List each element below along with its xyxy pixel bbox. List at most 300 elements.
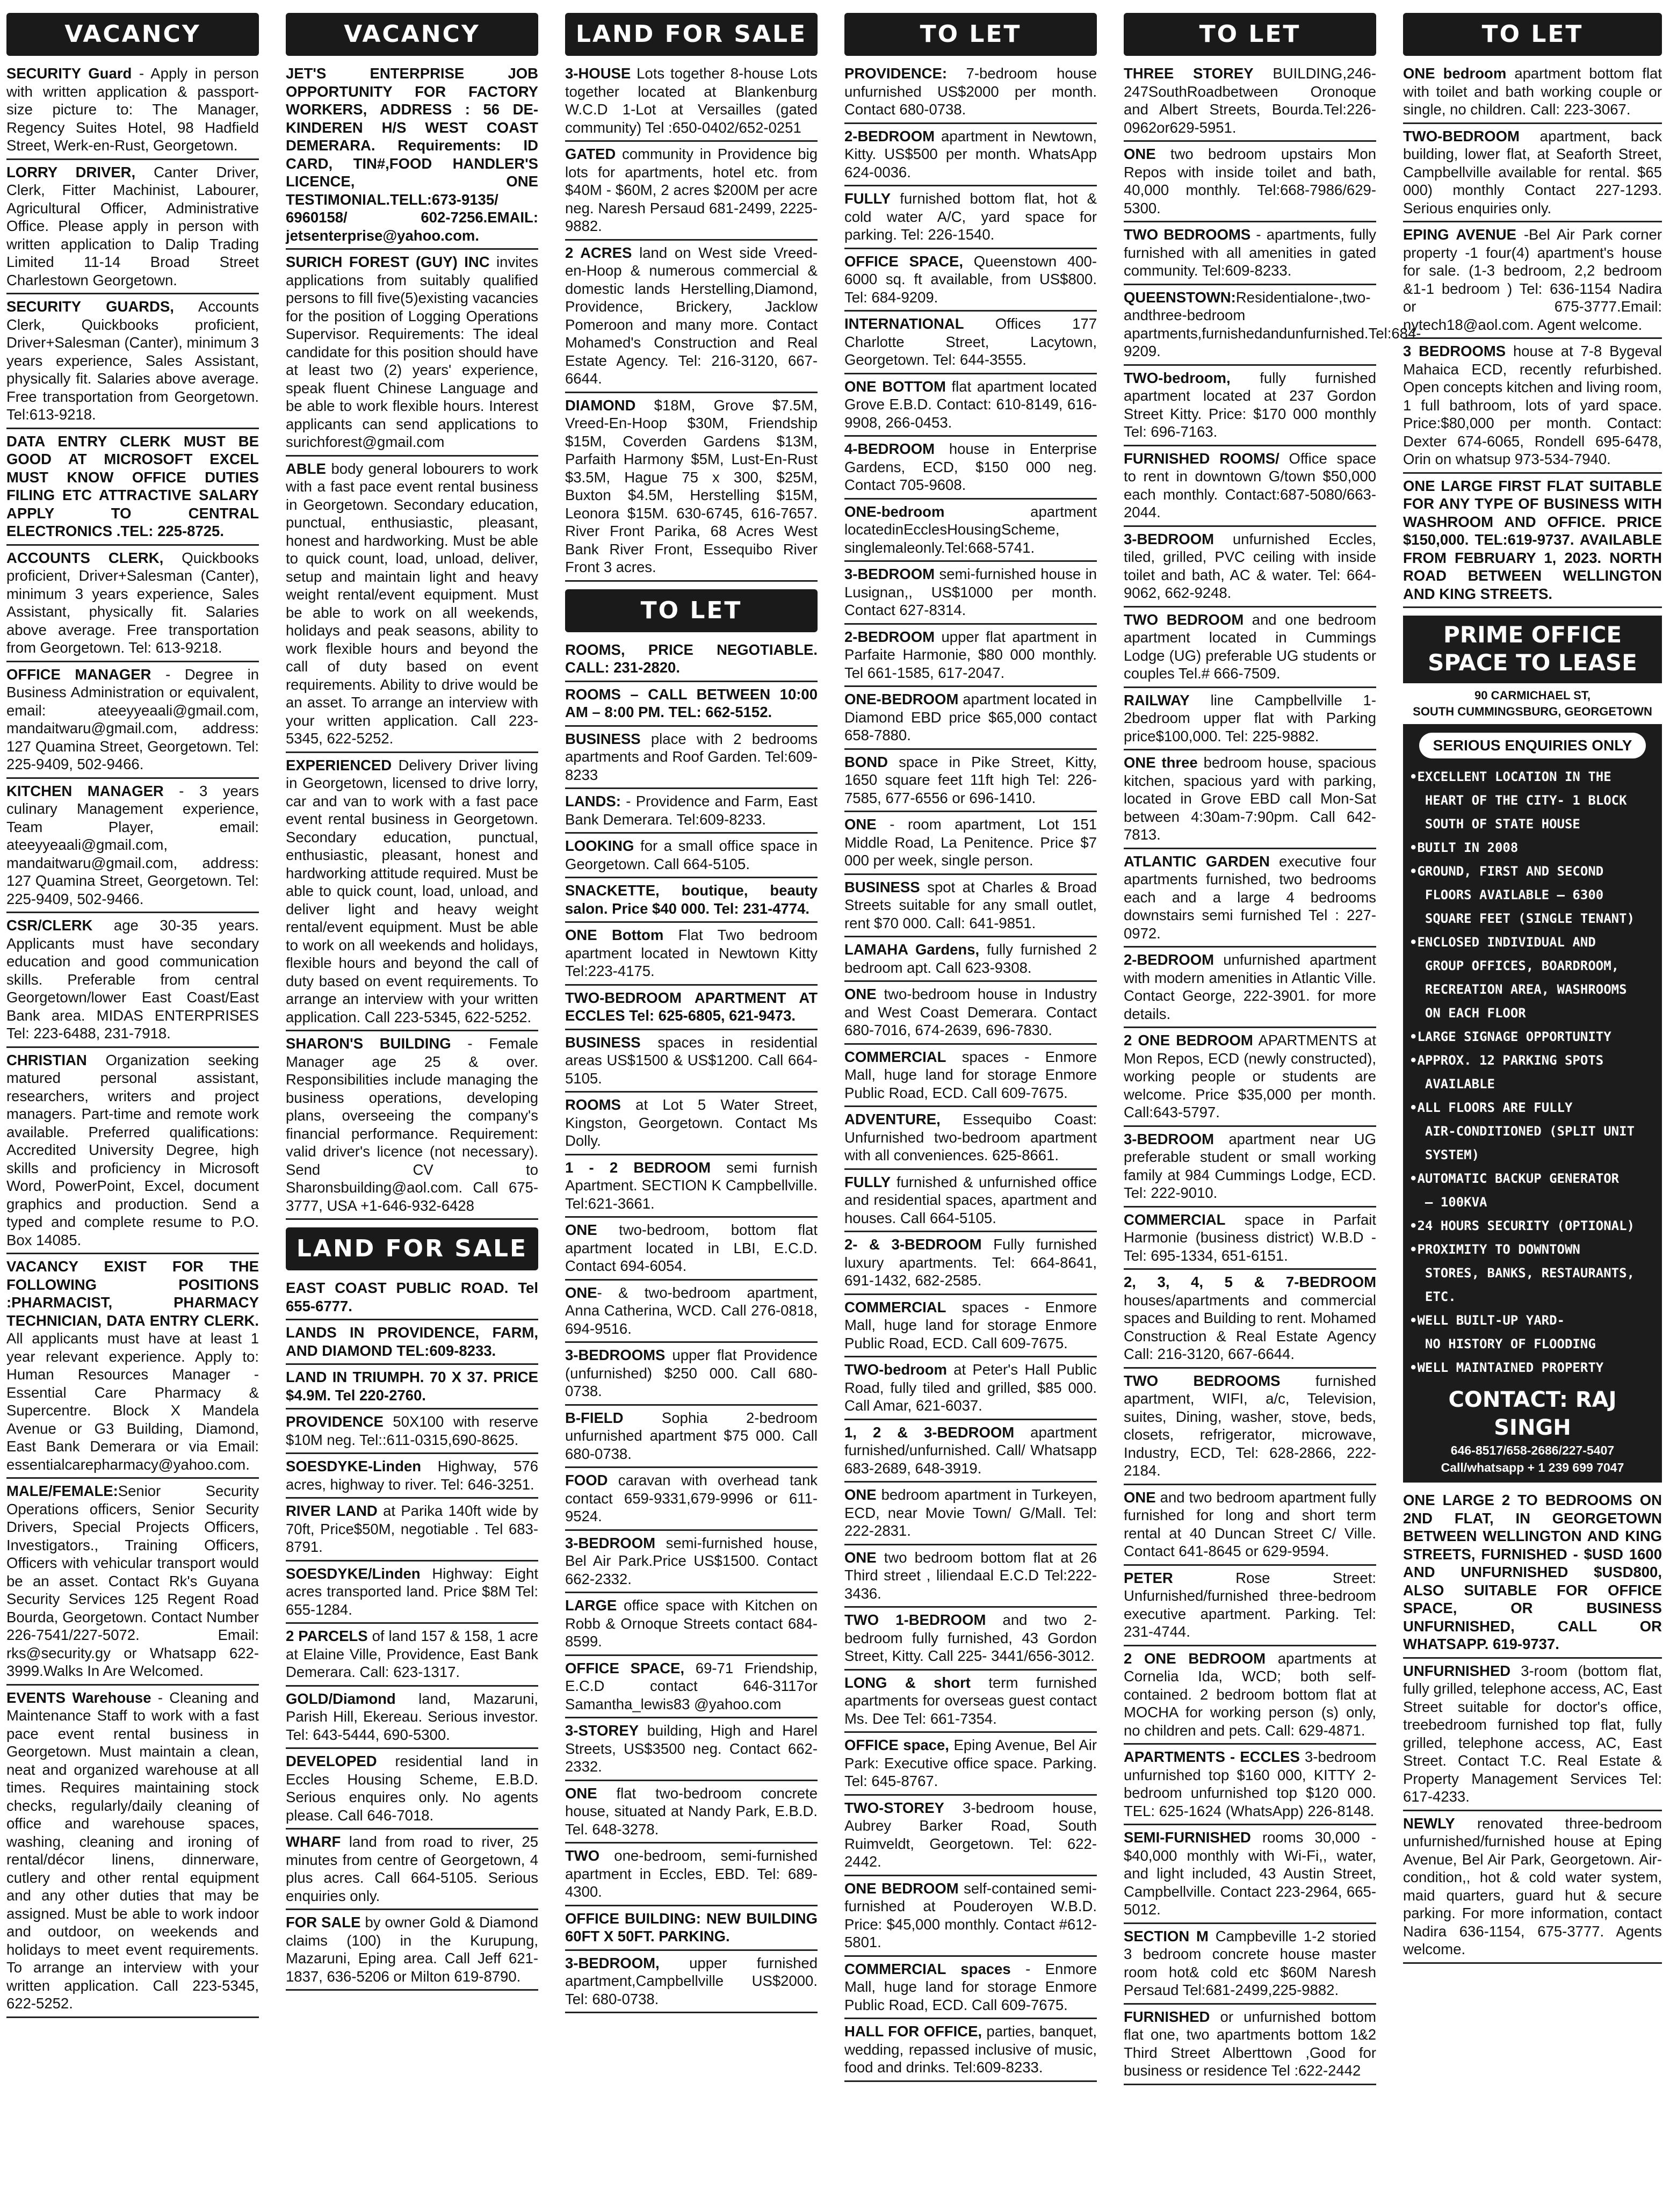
ad-lead: PROVIDENCE:: [844, 65, 947, 82]
classified-ad: [286, 1276, 538, 1320]
ad-list: [6, 61, 259, 2018]
ad-body: - Apply in person with written application & passport-size picture to: The Manager, Regency Suites Hotel, 98 Hadfield Street, Werk-en-Rust, Georgetown.: [6, 65, 259, 154]
ad-lead: FURNISHED ROOMS/: [1124, 450, 1279, 467]
ad-lead: ONE: [844, 1486, 877, 1503]
feature-item: HEART OF THE CITY- 1 BLOCK: [1409, 793, 1627, 808]
column-to-let-2: [1124, 13, 1421, 2085]
ad-list: [1403, 1488, 1662, 1964]
ad-lead: ONE BOTTOM: [844, 378, 946, 395]
ad-lead: TWO BEDROOMS: [1124, 226, 1251, 243]
ad-body: office space with Kitchen on Robb & Ornoque Streets contact 684-8599.: [565, 1597, 818, 1650]
ad-lead: LARGE: [565, 1597, 617, 1614]
classified-ad: [844, 374, 1097, 437]
feature-item: •WELL MAINTAINED PROPERTY: [1409, 1360, 1604, 1375]
classified-ad: [286, 1749, 538, 1830]
prime-office-ad-box: [1403, 616, 1662, 1483]
ad-lead: 2 ACRES: [565, 244, 632, 261]
ad-body: and two 2-bedroom fully furnished, 43 Gordon Street, Kitty. Call 225- 3441/656-3012.: [844, 1611, 1097, 1664]
ad-lead: OFFICE BUILDING: NEW BUILDING 60FT X 50FT. PARKING.: [565, 1910, 818, 1944]
ad-body: apartment in Newtown, Kitty. US$500 per month. WhatsApp 624-0036.: [844, 127, 1097, 180]
classified-ad: [565, 1468, 818, 1531]
classified-ad: [1124, 688, 1376, 751]
classified-ad: [844, 61, 1097, 124]
ad-body: place with 2 bedrooms apartments and Roof Garden. Tel:609-8233: [565, 730, 818, 783]
ad-lead: 3-BEDROOM: [844, 566, 935, 582]
ad-lead: ONE: [1124, 1488, 1156, 1506]
ad-list: [286, 1276, 538, 1991]
classified-ad: [1124, 527, 1376, 608]
feature-item: •PROXIMITY TO DOWNTOWN: [1409, 1242, 1580, 1257]
ad-body: at Peter's Hall Public Road, fully tiled and grilled, $85 000. Call Amar, 621-6037.: [844, 1361, 1097, 1414]
ad-body: for a small office space in Georgetown. Call 664-5105.: [565, 837, 818, 872]
classified-ad: [844, 2019, 1097, 2082]
feature-item: •GROUND, FIRST AND SECOND: [1409, 864, 1604, 879]
section-header: TO LET: [1403, 13, 1662, 56]
classified-ad: [286, 753, 538, 1032]
ad-body: line Campbellville 1-2bedroom upper flat with Parking price$100,000. Tel: 225-9882.: [1124, 691, 1376, 744]
classified-ad: [1124, 1485, 1376, 1566]
ad-lead: ONE: [844, 986, 877, 1002]
classified-ad: [844, 1876, 1097, 1957]
ad-body: Delivery Driver living in Georgetown, licensed to drive lorry, car and van to work with a fast pace event rental business in Georgetown. Secondary education, punctual, enthusiastic, pleasant, honest and hardworking attitude required. Must be able to quick count, load, unload, and deliver light and heavy weight rental/event equipment. Must be able to work on all weekends and holidays, flexible hours and beyond the call of duty based on event requirements. To arrange an interview with your written application. Call 223-5345, 622-5252.: [286, 756, 538, 1025]
classified-ad: [565, 1781, 818, 1844]
ad-lead: 2-BEDROOM: [844, 127, 935, 144]
ad-lead: SEMI-FURNISHED: [1124, 1829, 1251, 1846]
classified-ad: [844, 562, 1097, 625]
box-title: PRIME OFFICE SPACE TO LEASE: [1428, 621, 1637, 676]
feature-item: •BUILT IN 2008: [1409, 840, 1519, 855]
ad-lead: 2 ONE BEDROOM: [1124, 1650, 1266, 1667]
ad-list: [1124, 61, 1421, 2085]
ad-lead: HALL FOR OFFICE,: [844, 2023, 982, 2040]
classified-ad: [565, 986, 818, 1030]
classified-ad: [1403, 1488, 1662, 1659]
feature-item: •EXCELLENT LOCATION IN THE: [1409, 769, 1611, 784]
ad-lead: DATA ENTRY CLERK MUST BE GOOD AT MICROSOFT EXCEL MUST KNOW OFFICE DUTIES FILING ETC ATTRACTIVE SALARY APPLY TO CENTRAL ELECTRONICS .TEL: 225-8725.: [6, 432, 259, 539]
ad-lead: 2-BEDROOM: [844, 628, 935, 645]
ad-lead: CSR/CLERK: [6, 917, 93, 934]
ad-body: land, Mazaruni, Parish Hill, Ekereau. Serious investor. Tel: 643-5444, 690-5300.: [286, 1690, 538, 1743]
classified-ad: [286, 1454, 538, 1499]
column-to-let-3: [1403, 13, 1662, 1964]
section-header: TO LET: [844, 13, 1097, 56]
feature-item: •APPROX. 12 PARKING SPOTS: [1409, 1053, 1604, 1068]
feature-item: •WELL BUILT-UP YARD-: [1409, 1313, 1565, 1328]
ad-body: two-bedroom house in Industry and West Coast Demerara. Contact 680-7016, 674-2639, 696-7830.: [844, 986, 1097, 1038]
ad-lead: APARTMENTS - ECCLES: [1124, 1748, 1300, 1765]
ad-lead: KITCHEN MANAGER: [6, 782, 164, 799]
classified-ad: [1124, 1646, 1376, 1745]
feature-item: AIR-CONDITIONED (SPLIT UNIT: [1409, 1124, 1635, 1139]
classified-ad: [844, 750, 1097, 813]
ad-body: two bedroom bottom flat at 26 Third street , liliendaal E.C.D Tel:222-3436.: [844, 1549, 1097, 1602]
classified-ad: [565, 1030, 818, 1093]
ad-body: or unfurnished bottom flat one, two apartments bottom 1&2 Third Street Alberttown ,Good for business or residence Tel :622-2442: [1124, 2008, 1376, 2079]
ad-body: Highway, 576 acres, highway to river. Tel: 646-3251.: [286, 1458, 538, 1493]
ad-lead: COMMERCIAL spaces: [844, 1960, 1011, 1977]
classified-ad: [1124, 142, 1376, 222]
ad-body: and two bedroom apartment fully furnished for long and short term rental at 40 Duncan Street C/ Ville. Contact 641-8645 or 629-9594.: [1124, 1488, 1376, 1559]
feature-item: NO HISTORY OF FLOODING: [1409, 1336, 1596, 1351]
ad-lead: ROOMS: [565, 1096, 621, 1113]
ad-lead: COMMERCIAL: [844, 1048, 946, 1065]
classified-ad: [1124, 222, 1376, 285]
ad-body: flat two-bedroom concrete house, situated at Nandy Park, E.B.D. Tel. 648-3278.: [565, 1784, 818, 1838]
ad-lead: 3-STOREY: [565, 1722, 639, 1739]
ad-body: Queenstown 400-6000 sq. ft available, from US$800. Tel: 684-9209.: [844, 252, 1097, 306]
ad-lead: RAILWAY: [1124, 691, 1190, 709]
ad-body: $18M, Grove $7.5M, Vreed-En-Hoop $30M, Friendship $15M, Coverden Gardens $13M, Parfaith Harmony $5M, Lust-En-Rust $3.5M, Hague 75 x 300, $25M, Buxton $4.5M, Herstelling $15M, Leonora $15M. 630-6745, 616-7657. River Front Parika, 68 Acres West Bank River Front, Essequibo River Front 3 acres.: [565, 396, 818, 575]
classified-ad: [1403, 222, 1662, 339]
classified-ad: [565, 1218, 818, 1281]
classified-ad: [565, 61, 818, 142]
ad-lead: LORRY DRIVER,: [6, 163, 136, 180]
ad-lead: TWO BEDROOMS: [1124, 1372, 1281, 1389]
feature-item: GROUP OFFICES, BOARDROOM,: [1409, 958, 1620, 973]
ad-body: parties, banquet, wedding, repassed inclusive of music, food and drinks. Tel:609-8233.: [844, 2023, 1097, 2076]
ad-body: body general lobourers to work with a fast pace event rental business in Georgetown. Secondary education, punctual, enthusiastic, pleasant, honest and hardworking. Must be able to quick count, load, unload, deliver, setup and maintain light and heavy weight rental/event equipment. Must be able to work on all weekends, holidays and peak seasons, ability to work flexible hours and beyond the call of duty based on event requirements. Ability to drive would be an asset. To arrange an interview with your written application. Call 223-5345, 622-5252.: [286, 460, 538, 747]
classified-ad: [6, 1479, 259, 1686]
box-phones: Call/whatsapp + 1 239 699 7047: [1441, 1461, 1624, 1474]
ad-body: apartment near UG preferable student or small working family at 984 Cummings Lodge, ECD. Tel: 222-9010.: [1124, 1130, 1376, 1201]
ad-lead: PROVIDENCE: [286, 1413, 384, 1430]
classified-ad: [844, 1357, 1097, 1420]
classified-ad: [1124, 1028, 1376, 1127]
ad-lead: OFFICE MANAGER: [6, 666, 151, 683]
ad-lead: TWO-bedroom,: [1124, 369, 1231, 386]
classified-ad: [1124, 1825, 1376, 1924]
ad-body: spaces in residential areas US$1500 & US$1200. Call 664-5105.: [565, 1033, 818, 1087]
classified-ad: [565, 923, 818, 986]
ad-lead: EAST COAST PUBLIC ROAD. Tel 655-6777.: [286, 1280, 538, 1314]
ad-body: - & two-bedroom apartment, Anna Catherina, WCD. Call 276-0818, 694-9516.: [565, 1284, 818, 1337]
feature-item: FLOORS AVAILABLE – 6300: [1409, 887, 1604, 902]
section-header: TO LET: [565, 589, 818, 632]
classified-ad: [565, 1906, 818, 1951]
classified-ad: [6, 1254, 259, 1479]
ad-body: Quickbooks proficient, Driver+Salesman (Canter), minimum 3 years experience, Sales Assistant, physically fit. Salaries above average. Free transportation from Georgetown. Tel: 613-9218.: [6, 549, 259, 656]
ad-body: - room apartment, Lot 151 Middle Road, La Penitence. Price $7 000 per week, single person.: [844, 816, 1097, 869]
ad-body: Eping Avenue, Bel Air Park: Executive office space. Parking. Tel: 645-8767.: [844, 1737, 1097, 1789]
ad-lead: 3-BEDROOM: [1124, 1130, 1214, 1147]
ad-lead: QUEENSTOWN:: [1124, 288, 1236, 306]
ad-body: Office space to rent in downtown G/town $50,000 each monthly. Contact:687-5080/663-2044.: [1124, 450, 1376, 521]
column-vacancy-2: [286, 13, 538, 1991]
classified-ad: [565, 142, 818, 241]
ad-lead: OFFICE SPACE,: [844, 252, 963, 270]
ad-body: apartment locatedinEcclesHousingScheme, singlemaleonly.Tel:668-5741.: [844, 503, 1097, 556]
ad-body: caravan with overhead tank contact 659-9331,679-9996 or 611-9524.: [565, 1472, 818, 1524]
ad-body: upper furnished apartment,Campbellville US$2000. Tel: 680-0738.: [565, 1954, 818, 2007]
feature-item: •LARGE SIGNAGE OPPORTUNITY: [1409, 1029, 1611, 1044]
ad-body: APARTMENTS at Mon Repos, ECD (newly constructed), working people or students are welcome. Price $35,000 per month. Call:643-5797.: [1124, 1032, 1376, 1121]
feature-item: – 100KVA: [1409, 1195, 1487, 1210]
classified-ad: [844, 1045, 1097, 1108]
ad-lead: TWO: [565, 1847, 600, 1864]
classified-ad: [6, 294, 259, 429]
classified-ad: [844, 1483, 1097, 1545]
ad-lead: BOND: [844, 753, 888, 770]
classified-ad: [6, 913, 259, 1048]
ad-body: furnished & unfurnished office and residential spaces, apartment and houses. Call 664-5105.: [844, 1173, 1097, 1226]
section-header: TO LET: [1124, 13, 1376, 56]
classified-ad: [1124, 1270, 1376, 1369]
classified-ad: [844, 1608, 1097, 1671]
ad-body: building, High and Harel Streets, US$3500 neg. Contact 662-2332.: [565, 1722, 818, 1775]
ad-lead: ATLANTIC GARDEN: [1124, 852, 1270, 870]
ad-lead: JET'S ENTERPRISE JOB OPPORTUNITY FOR FACTORY WORKERS, ADDRESS : 56 DE-KINDEREN H/S WEST COAST DEMERARA. Requirements: ID CARD, TIN#,FOOD HANDLER'S LICENCE, ONE TESTIMONIAL.TELL:673-9135/ 6960158/ 602-7256.EMAIL: jetsenterprise@yahoo.com.: [286, 65, 538, 244]
classified-ad: [844, 1232, 1097, 1295]
classified-ad: [286, 61, 538, 250]
ad-lead: ONE: [844, 1549, 877, 1566]
classified-ad: [286, 1499, 538, 1562]
classified-ad: [1124, 1369, 1376, 1485]
ad-lead: SECURITY Guard: [6, 65, 132, 82]
ad-lead: 2 ONE BEDROOM: [1124, 1032, 1253, 1049]
feature-item: STORES, BANKS, RESTAURANTS,: [1409, 1266, 1635, 1281]
ad-list: [1403, 61, 1662, 608]
classified-ad: [565, 834, 818, 878]
ad-body: - Cleaning and Maintenance Staff to work with a fast pace event rental business in Georgetown. Must maintain a clean, neat and organized warehouse at all times. Requires maintaining stock checks, regularly/daily cleaning of office and warehouse spaces, washing, cleaning and ironing of rental/décor linens, dinnerware, cutlery and other rental equipment and any other duties that may be assigned. Must be able to work indoor and outdoor, on weekends and holidays to meet event requirements. To arrange an interview with your written application. Call 223-5345, 622-5252.: [6, 1689, 259, 2012]
feature-item: ON EACH FLOOR: [1409, 1006, 1526, 1021]
feature-item: •AUTOMATIC BACKUP GENERATOR: [1409, 1171, 1620, 1186]
classified-ad: [565, 878, 818, 923]
ad-lead: 1, 2 & 3-BEDROOM: [844, 1423, 1015, 1441]
classified-ad: [565, 393, 818, 582]
ad-lead: SNACKETTE, boutique, beauty salon. Price $40 000. Tel: 231-4774.: [565, 882, 818, 917]
ad-body: unfurnished Eccles, tiled, grilled, PVC ceiling with inside toilet and bath, AC & water. Tel: 664-9062, 662-9248.: [1124, 530, 1376, 601]
classified-ad: [286, 1624, 538, 1687]
column-land-for-sale: [565, 13, 818, 2013]
ad-lead: WHARF: [286, 1833, 341, 1850]
ad-lead: 3-BEDROOM: [565, 1534, 656, 1551]
classified-ad: [844, 312, 1097, 374]
classified-ad: [844, 1957, 1097, 2020]
classified-ad: [844, 1733, 1097, 1796]
ad-body: unfurnished apartment with modern amenities in Atlantic Ville. Contact George, 222-3901. for more details.: [1124, 951, 1376, 1022]
ad-lead: TWO-BEDROOM: [1403, 127, 1520, 144]
classified-ad: [6, 160, 259, 295]
ad-lead: TWO BEDROOM: [1124, 611, 1244, 628]
ad-body: All applicants must have at least 1 year relevant experience. Apply to: Human Resources Manager - Essential Care Pharmacy & Supercentre. Block X Mandela Avenue or G3 Building, Diamond, East Bank Demerara or via Email: essentialcarepharmacy@yahoo.com.: [6, 1330, 259, 1473]
classified-ad: [286, 1409, 538, 1454]
ad-lead: ONE LARGE 2 TO BEDROOMS ON 2ND FLAT, IN GEORGETOWN BETWEEN WELLINGTON AND KING STREETS, FURNISHED - $USD 1600 AND UNFURNISHED $USD800, ALSO SUITABLE FOR OFFICE SPACE, OR BUSINESS UNFURNISHED, CALL OR WHATSAPP. 619-9737.: [1403, 1492, 1662, 1652]
classified-ad: [565, 1093, 818, 1155]
ad-body: Highway: Eight acres transported land. Price $8M Tel: 655-1284.: [286, 1565, 538, 1618]
classified-ad: [286, 1687, 538, 1750]
feature-item: ETC.: [1409, 1289, 1456, 1304]
classified-ad: [1124, 1924, 1376, 2005]
ad-lead: ONE Bottom: [565, 927, 664, 943]
ad-body: furnished apartment, WIFI, a/c, Television, suites, Dining, washer, stove, beds, closets, refrigerator, microwave, Industry, ECD, Tel: 628-2866, 222-2184.: [1124, 1372, 1376, 1479]
classified-ad: [1124, 608, 1376, 688]
ad-body: two-bedroom, bottom flat apartment located in LBI, E.C.D. Contact 694-6054.: [565, 1221, 818, 1274]
ad-lead: VACANCY EXIST FOR THE FOLLOWING POSITIONS :PHARMACIST, PHARMACY TECHNICIAN, DATA ENTRY CLERK.: [6, 1258, 259, 1329]
ad-lead: LONG & short: [844, 1674, 971, 1691]
ad-body: Flat Two bedroom apartment located in Newtown Kitty Tel:223-4175.: [565, 927, 818, 979]
ad-body: Offices 177 Charlotte Street, Lacytown, Georgetown. Tel: 644-3555.: [844, 315, 1097, 368]
ad-body: house in Enterprise Gardens, ECD, $150 000 neg. Contact 705-9608.: [844, 440, 1097, 493]
ad-lead: LANDS:: [565, 793, 621, 809]
ad-body: house at 7-8 Bygeval Mahaica ECD, recently refurbished. Open concepts kitchen and living room, 1 full bathroom, lots of yard space. Price:$80,000 per month. Contact: Dexter 674-6065, Rondell 695-6478, Orin on whatsup 973-534-7940.: [1403, 343, 1662, 467]
ad-body: houses/apartments and commercial spaces and Building to rent. Mohamed Construction & Real Estate Agency Call: 216-3120, 667-6644.: [1124, 1291, 1376, 1362]
ad-list: [844, 61, 1097, 2082]
ad-lead: ONE: [565, 1784, 597, 1802]
classified-ad: [1124, 446, 1376, 527]
ad-body: at Lot 5 Water Street, Kingston, Georgetown. Contact Ms Dolly.: [565, 1096, 818, 1149]
feature-item: SYSTEM): [1409, 1147, 1480, 1162]
ad-lead: 1 - 2 BEDROOM: [565, 1159, 711, 1176]
box-address-line: SOUTH CUMMINGSBURG, GEORGETOWN: [1413, 705, 1652, 718]
ad-lead: ONE three: [1124, 754, 1198, 771]
ad-lead: ABLE: [286, 460, 326, 477]
classified-ad: [565, 1343, 818, 1406]
classified-ad: [844, 1420, 1097, 1483]
classified-ad: [565, 727, 818, 790]
ad-lead: FOR SALE: [286, 1914, 361, 1931]
ad-lead: 3-BEDROOM: [1124, 530, 1214, 547]
ad-body: furnished bottom flat, hot & cold water A/C, yard space for parking. Tel: 226-1540.: [844, 190, 1097, 243]
ad-body: - Enmore Mall, huge land for storage Enmore Public Road, ECD. Call 609-7675.: [844, 1960, 1097, 2013]
ad-body: of land 157 & 158, 1 acre at Elaine Ville, Providence, East Bank Demerara. Call: 623-1317.: [286, 1628, 538, 1680]
ad-body: Fully furnished luxury apartments. Tel: 664-8641, 691-1432, 682-2585.: [844, 1236, 1097, 1289]
ad-lead: MALE/FEMALE:: [6, 1483, 118, 1499]
ad-lead: ROOMS, PRICE NEGOTIABLE. CALL: 231-2820.: [565, 641, 818, 676]
ad-body: flat apartment located Grove E.B.D. Contact: 610-8149, 616-9908, 266-0453.: [844, 378, 1097, 431]
ad-lead: TWO-bedroom: [844, 1361, 947, 1378]
classified-ad: [844, 1796, 1097, 1876]
classified-ad: [1124, 2005, 1376, 2085]
feature-item: SOUTH OF STATE HOUSE: [1409, 816, 1580, 832]
ad-lead: 3-HOUSE: [565, 65, 631, 82]
classified-ad: [844, 687, 1097, 750]
classified-ad: [565, 1656, 818, 1719]
ad-lead: LAMAHA Gardens,: [844, 941, 980, 958]
ad-lead: NEWLY: [1403, 1815, 1455, 1832]
classified-ad: [6, 1686, 259, 2018]
ad-body: 3-bedroom house, Aubrey Barker Road, South Ruimveldt, Georgetown. Tel: 622-2442.: [844, 1799, 1097, 1870]
ad-lead: DIAMOND: [565, 396, 636, 414]
ad-body: self-contained semi-furnished at Pouderoyen W.B.D. Price: $45,000 monthly. Contact #612-5801.: [844, 1880, 1097, 1950]
ad-body: apartments at Cornelia Ida, WCD; both self-contained. 2 bedroom bottom flat at MOCHA for working person (s) only, no children and pets. Call: 629-4871.: [1124, 1650, 1376, 1739]
ad-body: age 30-35 years. Applicants must have secondary education and good communication skills. Preferable from central Georgetown/lower East Coast/East Bank area. MIDAS ENTERPRISES Tel: 223-6488, 231-7918.: [6, 917, 259, 1042]
ad-body: bedroom house, spacious kitchen, spacious yard with parking, located in Grove EBD call Mon-Sat between 4:30am-7:90pm. Call 642-7813.: [1124, 754, 1376, 843]
ad-lead: 2, 3, 4, 5 & 7-BEDROOM: [1124, 1274, 1376, 1290]
classified-ad: [1124, 1745, 1376, 1825]
ad-lead: GATED: [565, 146, 616, 162]
ad-lead: 2 PARCELS: [286, 1628, 368, 1644]
ad-lead: BUSINESS: [844, 878, 920, 895]
ad-body: - apartments, fully furnished with all amenities in gated community. Tel:609-8233.: [1124, 226, 1376, 279]
feature-item: RECREATION AREA, WASHROOMS: [1409, 982, 1627, 997]
serious-enquiries-badge: SERIOUS ENQUIRIES ONLY: [1419, 733, 1646, 758]
ad-lead: FULLY: [844, 190, 891, 207]
ad-lead: 3 BEDROOMS: [1403, 343, 1506, 359]
classified-ad: [565, 1951, 818, 2014]
ad-body: Rose Street: Unfurnished/furnished three-bedroom executive apartment. Parking. Tel: 231-4744.: [1124, 1569, 1376, 1640]
classified-ad: [6, 429, 259, 546]
section-header: LAND FOR SALE: [286, 1227, 538, 1270]
ad-lead: GOLD/Diamond: [286, 1690, 396, 1707]
ad-body: spaces - Enmore Mall, huge land for storage Enmore Public Road, ECD. Call 609-7675.: [844, 1048, 1097, 1101]
classified-ad: [565, 1281, 818, 1343]
ad-body: land from road to river, 25 minutes from centre of Georgetown, 4 plus acres. Call 664-5105. Serious enquiries only.: [286, 1833, 538, 1904]
ad-lead: OFFICE SPACE,: [565, 1659, 684, 1676]
ad-lead: LOOKING: [565, 837, 634, 854]
ad-body: - Female Manager age 25 & over. Responsibilities include managing the business operations, developing plans, overseeing the company's financial performance. Requirement: valid driver's licence (not necessary). Send CV to Sharonsbuilding@aol.com. Call 675-3777, USA +1-646-932-6428: [286, 1035, 538, 1214]
classified-ad: [1124, 849, 1376, 948]
ad-lead: BUSINESS: [565, 1033, 641, 1051]
ad-body: Essequibo Coast: Unfurnished two-bedroom apartment with all conveniences. 625-8661.: [844, 1111, 1097, 1163]
ad-lead: SHARON'S BUILDING: [286, 1035, 451, 1052]
ad-lead: COMMERCIAL: [1124, 1211, 1226, 1228]
ad-lead: COMMERCIAL: [844, 1298, 946, 1315]
ad-body: spaces - Enmore Mall, huge land for storage Enmore Public Road, ECD. Call 609-7675.: [844, 1298, 1097, 1351]
feature-list: [1409, 765, 1655, 1379]
classified-ad: [1403, 61, 1662, 124]
classified-ad: [1403, 124, 1662, 223]
classified-ad: [286, 457, 538, 753]
ad-body: Senior Security Operations officers, Senior Security Drivers, Special Projects Officers, Investigators., Training Officers, Officers with vehicular transport would be an asset. Contact Rk's Guyana Security Services 125 Regent Road Bourda, Georgetown. Contact Number 226-7541/227-5072. Email: rks@security.gy or Whatsapp 622-3999.Walks In Are Welcomed.: [6, 1483, 259, 1679]
ad-lead: ONE BEDROOM: [844, 1880, 959, 1897]
ad-lead: ADVENTURE,: [844, 1111, 941, 1127]
ad-lead: ONE: [1124, 146, 1156, 162]
classified-ad: [844, 500, 1097, 562]
classified-ad: [286, 1031, 538, 1220]
ad-body: upper flat apartment in Parfaite Harmonie, $80 000 monthly. Tel 661-1585, 617-2047.: [844, 628, 1097, 681]
ad-lead: ONE-bedroom: [844, 503, 945, 520]
ad-body: two bedroom upstairs Mon Repos with inside toilet and bath, 40,000 monthly. Tel:668-7986/629-5300.: [1124, 146, 1376, 216]
classified-ad: [1124, 948, 1376, 1028]
ad-body: Lots together 8-house Lots together located at Blankenburg W.C.D 1-Lot at Versailles (gated community) Tel :650-0402/652-0251: [565, 65, 818, 136]
ad-lead: ONE-BEDROOM: [844, 691, 959, 707]
classified-ad: [286, 250, 538, 457]
ad-lead: ACCOUNTS CLERK,: [6, 549, 164, 566]
classified-ad: [565, 682, 818, 727]
ad-list: [286, 61, 538, 1220]
ad-body: invites applications from suitably qualified persons to fill five(5)existing vacancies for the position of Logging Operations Supervisor. Requirements: The ideal candidate for this position should have at least two (2) years' experience, speak fluent Chinese Language and be able to work flexible hours. Interest applicants can send applications to surichforest@gmail.com: [286, 254, 538, 450]
ad-body: upper flat Providence (unfurnished) $250 000. Call 680-0738.: [565, 1347, 818, 1399]
classified-ad: [844, 982, 1097, 1045]
ad-body: apartment, back building, lower flat, at Seaforth Street, Campbellville available for rental. $65 000) monthly Contact 227-1293. Serious enquiries only.: [1403, 127, 1662, 216]
ad-lead: 4-BEDROOM: [844, 440, 935, 457]
classified-ad: [844, 1170, 1097, 1233]
classified-ad: [844, 1107, 1097, 1170]
box-address-line: 90 CARMICHAEL ST,: [1474, 689, 1591, 702]
ad-body: land on West side Vreed-en-Hoop & numerous commercial & domestic lands Herstelling,Diamond, Providence, Brickery, Jacklow Pomeroon and many more. Contact Mohamed's Construction and Real Estate Agency. Tel: 216-3120, 667-6644.: [565, 244, 818, 387]
ad-body: 50X100 with reserve $10M neg. Tel::611-0315,690-8625.: [286, 1413, 538, 1448]
feature-item: AVAILABLE: [1409, 1076, 1495, 1091]
ad-lead: ROOMS – CALL BETWEEN 10:00 AM – 8:00 PM. TEL: 662-5152.: [565, 685, 818, 720]
ad-body: - Degree in Business Administration or equivalent, email: ateeyyeaali@gmail.com, mandaitwaru@gmail.com, address: 127 Quamina Street, Georgetown. Tel: 225-9409, 502-9466.: [6, 666, 259, 772]
ad-body: bedroom apartment in Turkeyen, ECD, near Movie Town/ G/Mall. Tel: 222-2831.: [844, 1486, 1097, 1539]
ad-lead: OFFICE space,: [844, 1737, 949, 1753]
classified-ad: [6, 61, 259, 160]
box-address: [1403, 683, 1662, 724]
classified-ad: [844, 1545, 1097, 1608]
ad-lead: SOESDYKE-Linden: [286, 1458, 422, 1474]
classified-ad: [844, 124, 1097, 187]
classified-ad: [844, 937, 1097, 982]
classified-ad: [844, 625, 1097, 688]
ad-body: spot at Charles & Broad Streets suitable for any small outlet, rent $70 000. Call: 641-9851.: [844, 878, 1097, 931]
ad-body: 7-bedroom house unfurnished US$2000 per month. Contact 680-0738.: [844, 65, 1097, 118]
ad-lead: ONE: [565, 1284, 597, 1301]
classified-ad: [565, 1155, 818, 1218]
box-phones: 646-8517/658-2686/227-5407: [1450, 1443, 1615, 1457]
classified-ad: [1124, 366, 1376, 446]
classified-ad: [1124, 1208, 1376, 1270]
